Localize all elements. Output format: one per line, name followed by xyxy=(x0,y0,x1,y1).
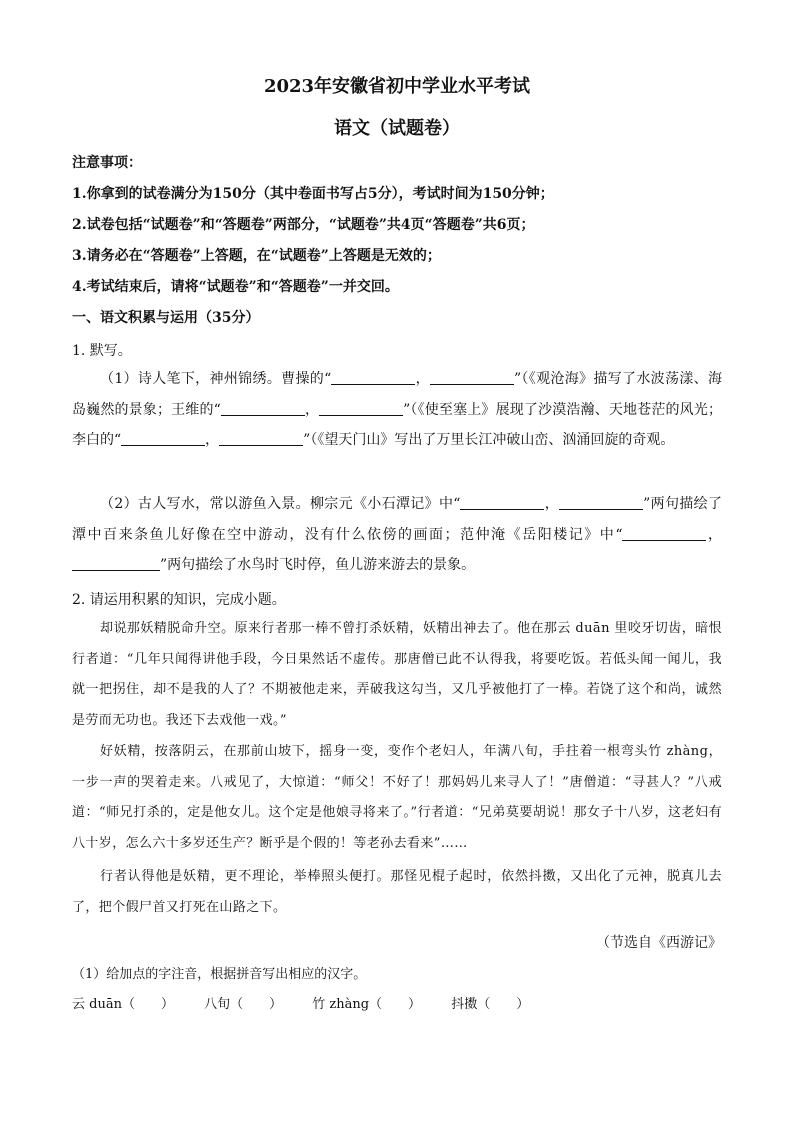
sub-question-1-items xyxy=(72,993,555,1012)
pinyin-item[interactable]: 抖擞（ ） xyxy=(451,997,530,1012)
question-1-part-2: （2）古人写水，常以游鱼入景。柳宗元《小石潭记》中“ ， ”两句描绘了潭中百来条鱼儿好像在空中游动，没有什么依傍的画面；范仲淹《岳阳楼记》中“ ，”两句描绘了水鸟时飞时停，鱼儿游来游去的景象。 xyxy=(72,496,723,573)
passage-paragraph-1: 却说那妖精脱命升空。原来行者那一棒不曾打杀妖精，妖精出神去了。他在那云 duān 里咬牙切齿，暗恨行者道：“几年只闻得讲他手段，今日果然话不虚传。那唐僧已此不认得我，将要吃饭。若低头闻一闻儿，我就一把拐住，却不是我的人了？不期被他走来，弄破我这勾当，又几乎被他打了一棒。若饶了这个和尚，诚然是劳而无功也。我还下去戏他一戏。” xyxy=(72,621,722,728)
passage-paragraph-3: 行者认得他是妖精，更不理论，举棒照头便打。那怪见棍子起时，依然抖擞，又出化了元神，脱真儿去了，把个假尸首又打死在山路之下。 xyxy=(72,869,722,915)
question-1-part-1: （1）诗人笔下，神州锦绣。曹操的“ ， ”（《观沧海》描写了水波荡漾、海岛巍然的景象；王维的“ ， ”（《使至塞上》展现了沙漠浩瀚、天地苍茫的风光；李白的“ ， ”（《望天门山》写出了万里长江冲破山峦、汹涌回旋的奇观。 xyxy=(72,371,722,448)
answer-blank[interactable] xyxy=(72,556,160,571)
sub-question-1-prompt: （1）给加点的字注音，根据拼音写出相应的汉字。 xyxy=(72,967,367,982)
answer-blank[interactable] xyxy=(430,370,514,385)
answer-blank[interactable] xyxy=(121,431,205,446)
answer-blank[interactable] xyxy=(331,370,415,385)
section-heading: 一、语文积累与运用（35分） xyxy=(72,310,260,326)
answer-blank[interactable] xyxy=(221,401,305,416)
question-1-label: 1. 默写。 xyxy=(72,343,132,359)
answer-blank[interactable] xyxy=(622,526,706,541)
notice-heading: 注意事项： xyxy=(72,155,142,171)
question-2-label: 2. 请运用积累的知识，完成小题。 xyxy=(72,592,286,608)
pinyin-item[interactable]: 竹 zhàng（ ） xyxy=(312,997,422,1012)
notice-item-2: 2.试卷包括“试题卷”和“答题卷”两部分，“试题卷”共4页“答题卷”共6页； xyxy=(72,217,535,233)
answer-blank[interactable] xyxy=(319,401,403,416)
passage-paragraph-2: 好妖精，按落阴云，在那前山坡下，摇身一变，变作个老妇人，年满八旬，手拄着一根弯头竹 zhàng，一步一声的哭着走来。八戒见了，大惊道：“师父！不好了！那妈妈儿来寻人了！”唐僧道：“寻甚人？”八戒道：“师兄打杀的，定是他女儿。这个定是他娘寻将来了。”行者道：“兄弟莫要胡说！那女子十八岁，这老妇有八十岁，怎么六十多岁还生产？断乎是个假的！等老孙去看来”…… xyxy=(72,744,722,851)
pinyin-item[interactable]: 八旬（ ） xyxy=(204,997,283,1012)
exam-subtitle: 语文（试题卷） xyxy=(334,118,460,139)
notice-item-3: 3.请务必在“答题卷”上答题，在“试题卷”上答题是无效的； xyxy=(72,248,441,264)
notice-item-4: 4.考试结束后，请将“试题卷”和“答题卷”一并交回。 xyxy=(72,279,399,295)
exam-title: 2023年安徽省初中学业水平考试 xyxy=(263,76,531,97)
answer-blank[interactable] xyxy=(219,431,303,446)
answer-blank[interactable] xyxy=(460,495,544,510)
notice-item-1: 1.你拿到的试卷满分为150分（其中卷面书写占5分），考试时间为150分钟； xyxy=(72,186,554,202)
pinyin-item[interactable]: 云 duān（ ） xyxy=(72,997,174,1012)
answer-blank[interactable] xyxy=(559,495,643,510)
passage-source: （节选自《西游记》 xyxy=(596,935,722,951)
